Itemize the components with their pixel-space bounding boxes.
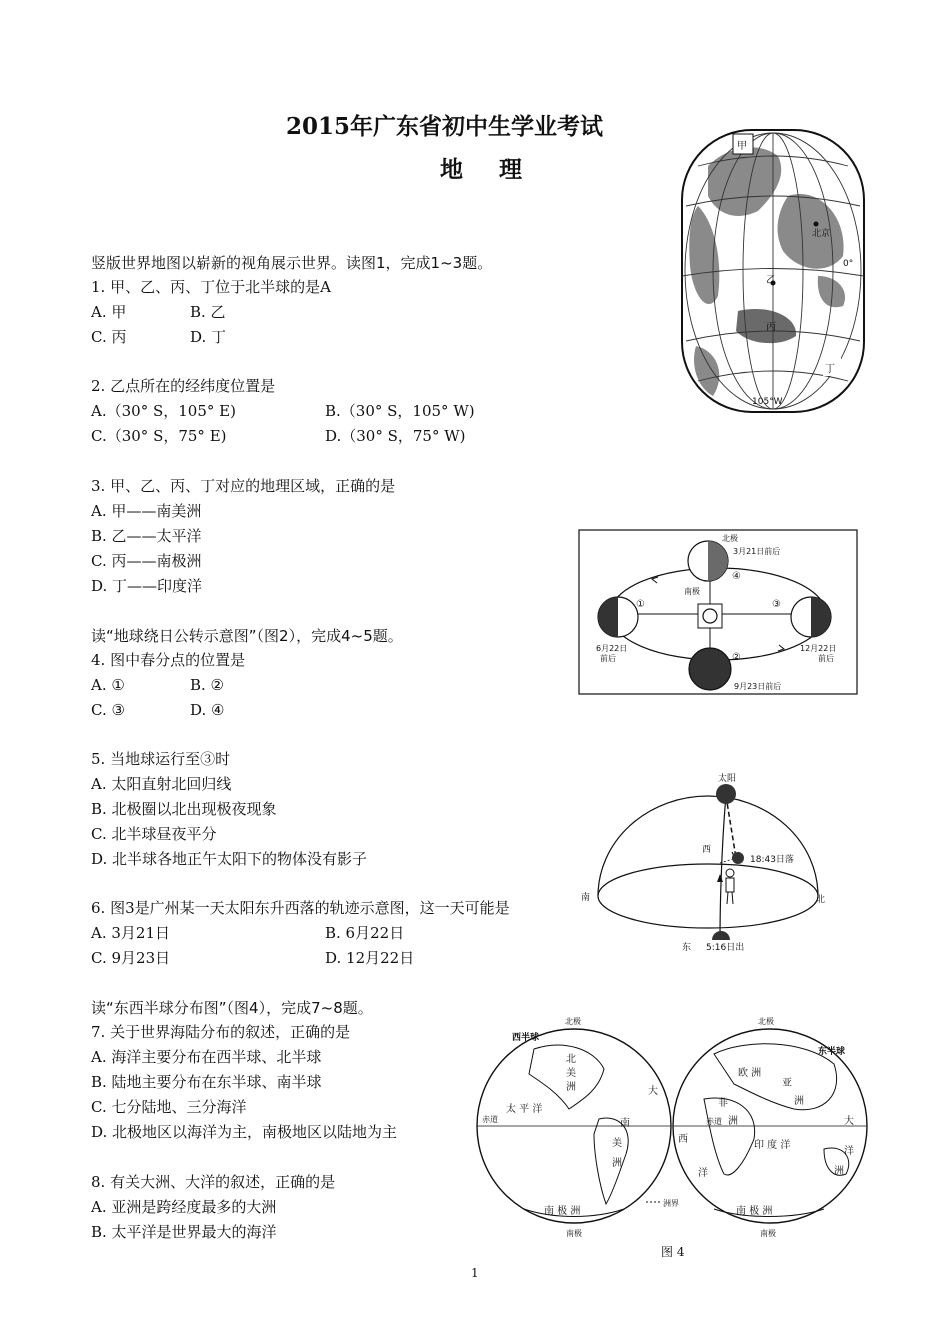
- section-3-intro: 读“东西半球分布图”（图4），完成7~8题。: [91, 999, 373, 1017]
- question-7-option-a: A. 海洋主要分布在西半球、北半球: [91, 1048, 322, 1066]
- label-sunset: 18:43日落: [750, 855, 794, 865]
- label-jun22: 6月22日: [596, 644, 628, 653]
- label-atlantic-east-2: 洋: [698, 1168, 708, 1179]
- label-atlantic-west: 大: [648, 1086, 658, 1097]
- question-8-option-a: A. 亚洲是跨经度最多的大洲: [91, 1198, 277, 1216]
- label-antarctica-west: 南 极 洲: [544, 1206, 581, 1217]
- question-1-option-b: B. 乙: [190, 303, 226, 321]
- label-beijing: 北京: [812, 229, 831, 239]
- label-dec22: 12月22日: [800, 644, 837, 653]
- label-east-hemisphere: 东半球: [818, 1047, 846, 1057]
- label-yi: 乙: [766, 275, 776, 286]
- label-europe: 欧 洲: [738, 1068, 762, 1079]
- exam-title: 2015年广东省初中生学业考试: [286, 113, 604, 140]
- question-7-stem: 7. 关于世界海陆分布的叙述，正确的是: [91, 1023, 351, 1041]
- sun-top: [716, 784, 736, 804]
- label-atlantic-east-1: 西: [678, 1134, 688, 1145]
- subject-title: 地 理: [440, 156, 537, 183]
- label-south-america-3: 洲: [612, 1158, 622, 1169]
- figure-4-caption: 图 4: [661, 1245, 685, 1259]
- question-4-option-d: D. ④: [190, 701, 225, 719]
- earth-right: [791, 597, 831, 637]
- label-antarctica-east: 南 极 洲: [736, 1206, 773, 1217]
- question-4-stem: 4. 图中春分点的位置是: [91, 651, 246, 669]
- label-position-2: ②: [732, 652, 741, 663]
- label-105w: 105°W: [752, 397, 783, 407]
- label-indian-ocean: 印 度 洋: [754, 1140, 791, 1151]
- question-7-option-b: B. 陆地主要分布在东半球、南半球: [91, 1073, 322, 1091]
- sun-path-line: [720, 796, 726, 940]
- label-north: 北: [816, 895, 826, 905]
- label-position-3: ③: [772, 599, 781, 610]
- label-ding: 丁: [825, 364, 835, 375]
- label-jun22-b: 前后: [600, 654, 616, 663]
- horizon: [598, 864, 818, 928]
- question-3-option-c: C. 丙——南极洲: [91, 552, 202, 570]
- question-4-option-a: A. ①: [91, 676, 125, 694]
- label-south-america-1: 南: [620, 1118, 630, 1129]
- label-zero-degree: 0°: [843, 259, 854, 269]
- figure-4-hemispheres: [474, 1014, 874, 1264]
- section-1-intro: 竖版世界地图以崭新的视角展示世界。读图1，完成1~3题。: [91, 254, 493, 272]
- question-4-option-c: C. ③: [91, 701, 125, 719]
- question-5-option-c: C. 北半球昼夜平分: [91, 825, 217, 843]
- question-8-stem: 8. 有关大洲、大洋的叙述，正确的是: [91, 1173, 336, 1191]
- label-north-america-3: 洲: [566, 1082, 576, 1093]
- label-pacific-east: 大: [844, 1116, 854, 1127]
- earth-left: [598, 597, 638, 637]
- label-equator-west: 赤道: [482, 1115, 498, 1124]
- earth-top: [688, 541, 728, 581]
- question-1-option-d: D. 丁: [190, 328, 227, 346]
- label-sun: 太阳: [718, 774, 737, 784]
- figure-1-vertical-world-map: [678, 126, 868, 416]
- label-jia: 甲: [737, 141, 747, 152]
- label-north-pole-west: 北极: [565, 1017, 581, 1026]
- question-3-option-a: A. 甲——南美洲: [91, 502, 202, 520]
- label-equator-east: 赤道: [706, 1117, 722, 1126]
- question-7-option-c: C. 七分陆地、三分海洋: [91, 1098, 247, 1116]
- label-africa-1: 非: [718, 1098, 728, 1109]
- label-sep23: 9月23日前后: [734, 682, 782, 691]
- label-position-4: ④: [732, 571, 741, 582]
- question-6-option-c: C. 9月23日: [91, 949, 171, 967]
- question-1-option-a: A. 甲: [91, 303, 127, 321]
- label-north-pole-east: 北极: [758, 1017, 774, 1026]
- question-2-option-b: B.（30° S，105° W): [325, 402, 475, 420]
- sun-setting: [732, 852, 744, 864]
- question-3-stem: 3. 甲、乙、丙、丁对应的地理区域，正确的是: [91, 477, 396, 495]
- sun: [703, 609, 717, 623]
- sun-path-dashed: [726, 796, 736, 858]
- question-1-option-c: C. 丙: [91, 328, 127, 346]
- figure-2-earth-revolution: [578, 529, 858, 695]
- question-5-option-d: D. 北半球各地正午太阳下的物体没有影子: [91, 850, 368, 868]
- question-5-option-b: B. 北极圈以北出现极夜现象: [91, 800, 277, 818]
- label-south-america-2: 美: [612, 1138, 622, 1149]
- label-north-pole: 北极: [722, 534, 738, 543]
- earth-bottom: [689, 648, 731, 690]
- question-6-option-d: D. 12月22日: [325, 949, 415, 967]
- eastern-hemisphere: [673, 1029, 867, 1223]
- label-sunrise: 5:16日出: [706, 943, 745, 953]
- label-bing: 丙: [766, 322, 776, 333]
- question-2-option-c: C.（30° S，75° E): [91, 427, 227, 445]
- question-2-option-d: D.（30° S，75° W): [325, 427, 466, 445]
- label-south-pole: 南极: [684, 587, 700, 596]
- point-beijing: [814, 222, 819, 227]
- question-6-stem: 6. 图3是广州某一天太阳东升西落的轨迹示意图，这一天可能是: [91, 899, 510, 917]
- label-west-hemisphere: 西半球: [512, 1033, 540, 1043]
- question-5-stem: 5. 当地球运行至③时: [91, 750, 231, 768]
- question-7-option-d: D. 北极地区以海洋为主，南极地区以陆地为主: [91, 1123, 398, 1141]
- label-west: 西: [702, 845, 712, 855]
- question-6-option-b: B. 6月22日: [325, 924, 405, 942]
- label-continent-line: 洲界: [663, 1199, 679, 1208]
- label-pacific-west: 太 平 洋: [506, 1104, 543, 1115]
- question-2-stem: 2. 乙点所在的经纬度位置是: [91, 377, 276, 395]
- question-8-option-b: B. 太平洋是世界最大的海洋: [91, 1223, 277, 1241]
- question-6-option-a: A. 3月21日: [91, 924, 170, 942]
- label-position-1: ①: [636, 599, 645, 610]
- label-pacific-east-2: 洋: [844, 1146, 854, 1157]
- label-south-pole-east: 南极: [760, 1229, 776, 1238]
- section-2-intro: 读“地球绕日公转示意图”（图2），完成4~5题。: [91, 627, 403, 645]
- label-north-america-2: 美: [566, 1068, 576, 1079]
- sun-rising: [712, 931, 730, 940]
- person-figure: [726, 869, 734, 904]
- label-south: 南: [581, 893, 591, 903]
- figure-3-sun-path: [578, 768, 838, 958]
- label-asia-2: 洲: [794, 1096, 804, 1107]
- question-4-option-b: B. ②: [190, 676, 225, 694]
- label-asia-1: 亚: [782, 1078, 792, 1089]
- question-3-option-d: D. 丁——印度洋: [91, 577, 203, 595]
- label-east: 东: [682, 943, 692, 953]
- label-dec22-b: 前后: [818, 654, 834, 663]
- label-south-pole-west: 南极: [566, 1229, 582, 1238]
- label-north-america-1: 北: [566, 1054, 576, 1065]
- label-africa-2: 洲: [728, 1116, 738, 1127]
- question-2-option-a: A.（30° S，105° E): [91, 402, 236, 420]
- question-5-option-a: A. 太阳直射北回归线: [91, 775, 232, 793]
- label-mar21: 3月21日前后: [733, 547, 781, 556]
- question-1-stem: 1. 甲、乙、丙、丁位于北半球的是A: [91, 278, 331, 296]
- page-number: 1: [471, 1266, 479, 1280]
- question-3-option-b: B. 乙——太平洋: [91, 527, 202, 545]
- label-oceania: 洲: [834, 1166, 844, 1177]
